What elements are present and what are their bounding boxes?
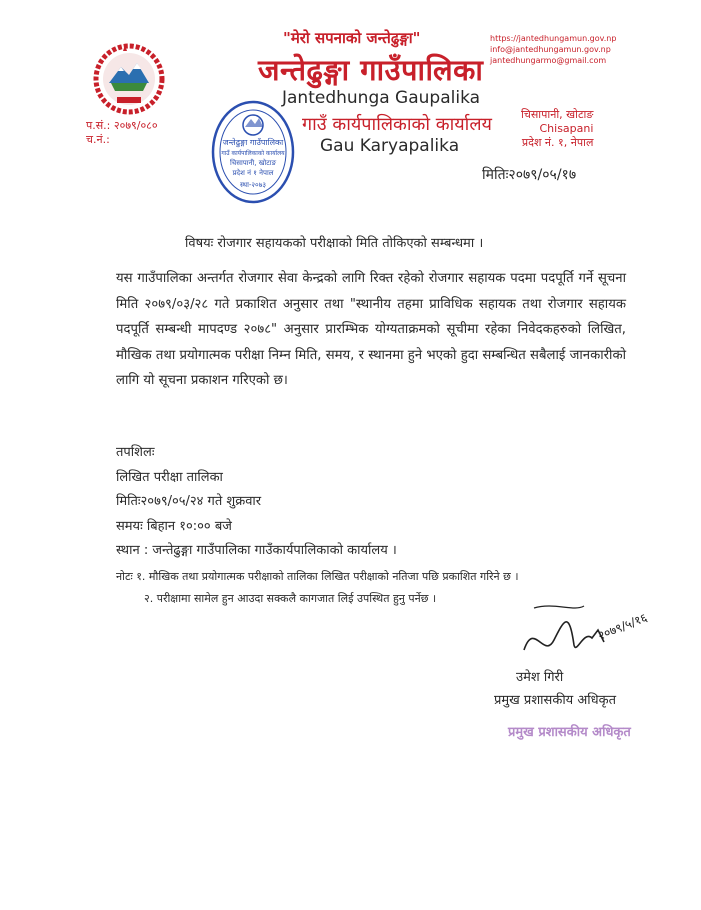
ref-number: प.सं.: २०७९/०८० [86,119,158,132]
seal-line: स्था-२०७३ [240,181,266,189]
signatory-title: प्रमुख प्रशासकीय अधिकृत [494,693,617,708]
details-heading: तपशिलः [116,445,155,460]
email-info-link[interactable]: info@jantedhungamun.gov.np [490,45,611,54]
letter-date: मितिः२०७९/०५/१७ [482,167,577,183]
designation-stamp: प्रमुख प्रशासकीय अधिकृत [508,725,631,740]
letterhead-office: गाउँ कार्यपालिकाको कार्यालय [302,114,492,135]
notes-block [116,566,519,610]
handwritten-signature [514,600,654,674]
email-gmail-link[interactable]: jantedhungarmo@gmail.com [490,56,607,65]
nepal-emblem-logo [93,43,165,119]
reference-block [86,119,158,147]
office-seal-stamp [207,97,299,211]
address-block [521,108,593,150]
exam-title: लिखित परीक्षा तालिका [116,469,223,485]
seal-line: चिसापानी, खोटाङ [229,159,277,167]
body-paragraph: यस गाउँपालिका अन्तर्गत रोजगार सेवा केन्द्रको लागि रिक्त रहेको रोजगार सहायक पदमा पदपूर्ति गर्ने सूचना मिति २०७९/०३/२८ गते प्रकाशित अनुसार तथा "स्थानीय तहमा प्राविधिक सहायक तथा रोजगार सहायक पदपूर्ति सम्बन्धी मापदण्ड २०७८" अनुसार प्रारम्भिक योग्यताक्रमको सूचीमा रहेका निवेदकहरुको लिखित, मौखिक तथा प्रयोगात्मक परीक्षा निम्न मिति, समय, र स्थानमा हुने भएको हुदा सम्बन्धित सबैलाई जानकारीको लागि यो सूचना प्रकाशन गरिएको छ। [116,271,626,388]
website-link[interactable]: https://jantedhungamun.gov.np [490,34,617,43]
address-line: चिसापानी, खोटाङ [521,108,594,121]
signatory-name: उमेश गिरी [516,670,564,685]
seal-line: गाउँ कार्यपालिकाको कार्यालय [221,150,285,157]
exam-time: समयः बिहान १०:०० बजे [116,518,232,534]
letterhead-motto: "मेरो सपनाको जन्तेढुङ्गा" [283,29,421,47]
address-line: प्रदेश नं. १, नेपाल [521,136,594,149]
seal-line: प्रदेश नं १ नेपाल [232,169,274,177]
letterhead-subtitle: Jantedhunga Gaupalika [282,88,481,108]
exam-date: मितिः२०७९/०५/२४ गते शुक्रवार [116,494,262,509]
letterhead-title: जन्तेढुङ्गा गाउँपालिका [258,53,484,87]
note-item: २. परीक्षामा सामेल हुन आउदा सक्कलै कागजात लिई उपस्थित हुनु पर्नेछ । [144,592,437,605]
letterhead-office-latin: Gau Karyapalika [320,136,460,156]
dispatch-number: च.नं.: [86,133,110,146]
contact-block [490,33,616,66]
seal-line: जन्तेढुङ्गा गाउँपालिका [222,138,284,147]
subject-line: विषयः रोजगार सहायकको परीक्षाको मिति तोकिएको सम्बन्धमा । [185,236,484,251]
details-block [116,441,397,564]
signature-date: २०७९/५/१६ [595,610,650,643]
address-line: Chisapani [539,122,594,135]
exam-place: स्थान : जन्तेढुङ्गा गाउँपालिका गाउँकार्यपालिकाको कार्यालय । [116,543,397,558]
note-item: नोटः १. मौखिक तथा प्रयोगात्मक परीक्षाको तालिका लिखित परीक्षाको नतिजा पछि प्रकाशित गरिने छ । [116,570,519,583]
